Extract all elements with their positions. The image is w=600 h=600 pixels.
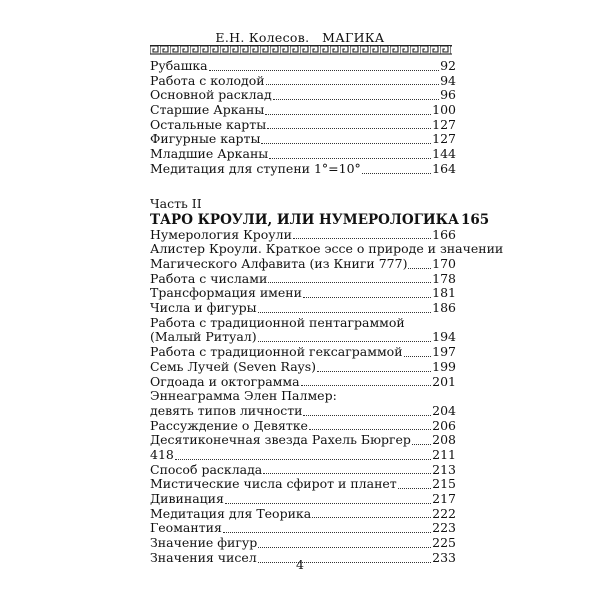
leader-dots [309,428,431,430]
leader-dots [263,472,431,474]
toc-entry-title: Трансформация имени [150,285,302,301]
toc-entry-page: 164 [432,160,456,176]
toc-entry-page: 206 [432,417,456,433]
toc-entry-title: девять типов личности [150,402,303,418]
leader-dots [267,127,431,129]
toc-entry[interactable] [150,241,504,257]
toc-entry[interactable] [150,74,456,89]
leader-dots [317,370,431,372]
leader-dots [303,296,431,298]
leader-dots [258,311,432,313]
toc-entry-page: 208 [432,432,456,448]
part-title: ТАРО КРОУЛИ, ИЛИ НУМЕРОЛОГИКА [150,211,459,228]
toc-entry-page: 204 [432,402,456,418]
toc-entry[interactable] [150,375,456,390]
leader-dots [225,502,431,504]
toc-entry[interactable] [150,103,456,118]
toc-entry[interactable] [150,316,456,331]
toc-entry[interactable] [150,132,456,147]
toc-entry-page: 225 [432,535,456,551]
toc-entry-page: 199 [432,358,456,374]
toc-entry[interactable] [150,59,456,74]
toc-entry[interactable] [150,521,456,536]
toc-entry-page: 186 [432,300,456,316]
toc-entry-page: 144 [432,146,456,162]
toc-entry-title: (Малый Ритуал) [150,329,257,345]
leader-dots [258,340,432,342]
toc-entry-title: Алистер Кроули. Краткое эссе о природе и значении [150,241,504,257]
toc-entry-title: Медитация для ступени 1°=10° [150,160,361,176]
toc-list-top [150,59,456,177]
toc-entry[interactable] [150,419,456,434]
toc-entry[interactable] [150,507,456,522]
toc-entry-title: Фигурные карты [150,131,261,147]
toc-entry-title: Геомантия [150,520,222,536]
toc-entry[interactable] [150,162,456,177]
toc-entry[interactable] [150,360,456,375]
running-header [0,30,600,45]
toc-entry-title: Эннеаграмма Элен Палмер: [150,388,337,404]
toc-entry-page: 166 [432,226,456,242]
leader-dots [209,69,439,71]
toc-entry-page: 178 [432,270,456,286]
toc-entry[interactable] [150,463,456,478]
toc-entry[interactable] [150,272,456,287]
part-label: Часть II [150,196,202,211]
toc-entry-title: Семь Лучей (Seven Rays) [150,358,317,374]
toc-entry-title: Значения чисел [150,549,257,565]
toc-entry[interactable] [150,331,456,346]
toc-entry-page: 100 [432,102,456,118]
leader-dots [268,281,431,283]
toc-entry-title: Магического Алфавита (из Книги 777) [150,256,408,272]
toc-entry-title: Работа с традиционной гексаграммой [150,344,403,360]
toc-entry[interactable] [150,492,456,507]
toc-entry-title: Работа с колодой [150,72,265,88]
toc-entry[interactable] [150,433,456,448]
leader-dots [265,113,431,115]
toc-entry[interactable] [150,118,456,133]
toc-entry-title: Основной расклад [150,87,272,103]
page-number: 4 [296,557,304,572]
leader-dots [175,458,431,460]
toc-entry-title: Мистические числа сфирот и планет [150,476,397,492]
toc-entry[interactable] [150,228,456,243]
toc-entry[interactable] [150,404,456,419]
toc-entry[interactable] [150,88,456,103]
leader-dots [273,98,439,100]
toc-entry-page: 223 [432,520,456,536]
toc-entry-page: 222 [432,505,456,521]
leader-dots [412,443,431,445]
toc-entry-title: Работа с традиционной пентаграммой [150,314,405,330]
part-page: 165 [460,211,490,228]
toc-entry-title: Работа с числами [150,270,268,286]
part-heading[interactable] [150,211,490,228]
toc-entry[interactable] [150,257,456,272]
leader-dots [293,237,431,239]
toc-entry-title: 418 [150,446,174,462]
toc-entry-page: 213 [432,461,456,477]
toc-entry-page: 215 [432,476,456,492]
toc-entry-page: 197 [432,344,456,360]
toc-entry-title: Младшие Арканы [150,146,269,162]
toc-entry-page: 181 [432,285,456,301]
leader-dots [362,172,431,174]
toc-entry-title: Рассуждение о Девятке [150,417,308,433]
leader-dots [223,531,431,533]
leader-dots [261,142,431,144]
toc-entry-title: Медитация для Теорика [150,505,312,521]
leader-dots [398,487,431,489]
toc-entry-page: 211 [432,446,456,462]
toc-entry-page: 233 [432,549,456,565]
toc-entry-page: 201 [432,373,456,389]
greek-key-border [150,45,452,55]
toc-entry-title: Старшие Арканы [150,102,265,118]
toc-entry-page: 170 [432,256,456,272]
toc-entry-page: 94 [440,72,456,88]
toc-entry-page: 96 [440,87,456,103]
toc-entry[interactable] [150,477,456,492]
toc-entry[interactable] [150,147,456,162]
toc-entry-title: Огдоада и октограмма [150,373,300,389]
toc-entry[interactable] [150,345,456,360]
leader-dots [266,83,440,85]
leader-dots [303,414,431,416]
toc-entry-page: 92 [440,57,456,73]
leader-dots [404,355,432,357]
toc-entry-page: 127 [432,116,456,132]
toc-entry-title: Нумерология Кроули [150,226,292,242]
toc-entry-title: Рубашка [150,57,208,73]
leader-dots [408,267,431,269]
leader-dots [269,157,431,159]
leader-dots [258,546,431,548]
toc-list-part-2 [150,196,504,566]
leader-dots [301,384,432,386]
leader-dots [312,516,431,518]
toc-entry-page: 194 [432,329,456,345]
header-title: МАГИКА [322,30,385,45]
toc-entry[interactable] [150,301,456,316]
toc-entry[interactable] [150,448,456,463]
toc-entry-title: Способ расклада [150,461,263,477]
toc-entry[interactable] [150,389,456,404]
toc-entry[interactable] [150,536,456,551]
toc-entry-title: Числа и фигуры [150,300,257,316]
toc-entry-title: Десятиконечная звезда Рахель Бюргер [150,432,411,448]
toc-entry-title: Значение фигур [150,535,258,551]
header-author: Е.Н. Колесов. [215,30,310,45]
toc-entry-title: Остальные карты [150,116,267,132]
toc-entry-title: Дивинация [150,491,224,507]
toc-entry[interactable] [150,286,456,301]
toc-entry-page: 217 [432,491,456,507]
toc-entry-page: 127 [432,131,456,147]
